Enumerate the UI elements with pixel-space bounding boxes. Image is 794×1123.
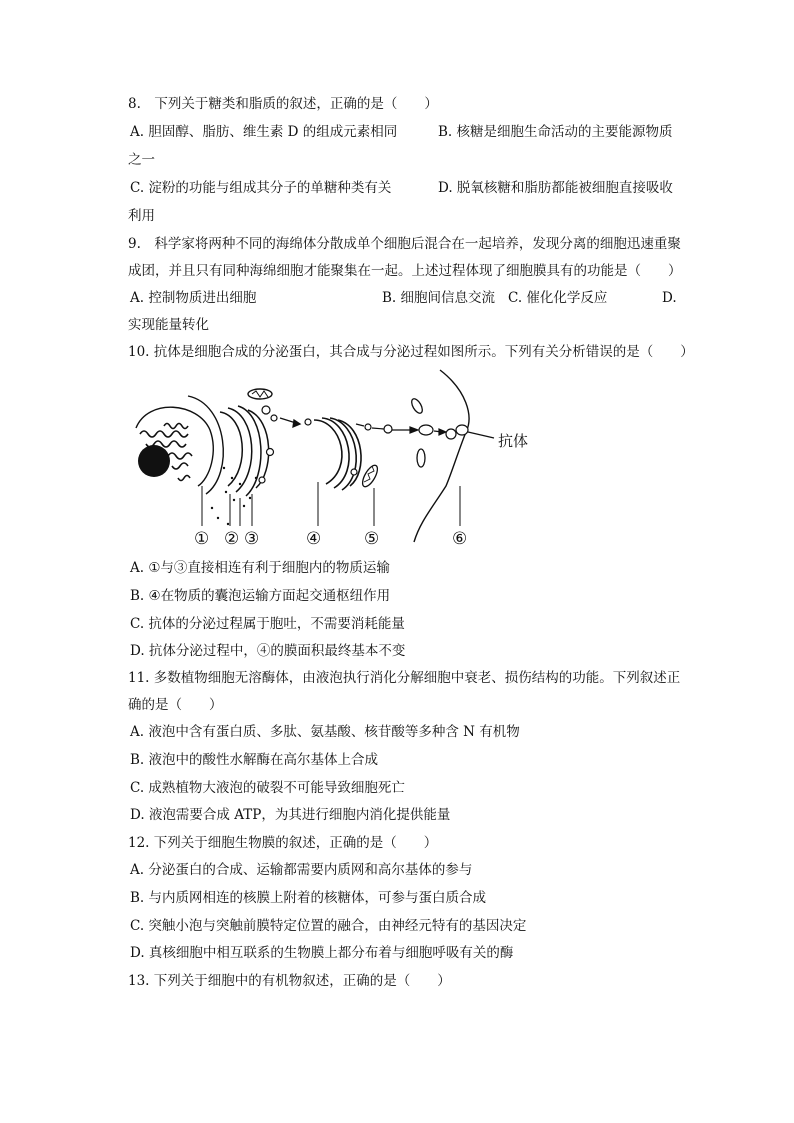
q11-option-d: D. 液泡需要合成 ATP，为其进行细胞内消化提供能量 xyxy=(130,807,451,823)
q8-option-c: C. 淀粉的功能与组成其分子的单糖种类有关 xyxy=(130,180,392,196)
q8-options-row1 xyxy=(130,122,690,142)
q10-stem: 10. 抗体是细胞合成的分泌蛋白，其合成与分泌过程如图所示。下列有关分析错误的是（ ） xyxy=(128,344,694,360)
q12-option-b: B. 与内质网相连的核膜上附着的核糖体，可参与蛋白质合成 xyxy=(130,890,487,906)
q8-option-b: B. 核糖是细胞生命活动的主要能源物质 xyxy=(438,124,673,140)
q9-stem-line1: 9. 科学家将两种不同的海绵体分散成单个细胞后混合在一起培养，发现分离的细胞迅速重聚 xyxy=(128,236,681,252)
mitochondrion-lower-right xyxy=(417,449,425,467)
q11-option-a: A. 液泡中含有蛋白质、多肽、氨基酸、核苷酸等多种含 N 有机物 xyxy=(130,724,520,740)
q9-option-a: A. 控制物质进出细胞 xyxy=(130,290,257,306)
q8-option-d: D. 脱氧核糖和脂肪都能被细胞直接吸收 xyxy=(438,180,673,196)
q13-stem: 13. 下列关于细胞中的有机物叙述，正确的是（ ） xyxy=(128,973,451,989)
q8-option-b-continued: 之一 xyxy=(128,152,155,168)
nucleolus-shape xyxy=(138,445,170,477)
q9-option-b: B. 细胞间信息交流 xyxy=(382,290,496,306)
q11-option-c: C. 成熟植物大液泡的破裂不可能导致细胞死亡 xyxy=(130,780,405,796)
q12-option-d: D. 真核细胞中相互联系的生物膜上都分布着与细胞呼吸有关的酶 xyxy=(130,945,514,961)
q11-stem-line2: 确的是（ ） xyxy=(128,697,223,713)
q10-option-d: D. 抗体分泌过程中，④的膜面积最终基本不变 xyxy=(130,643,406,659)
q10-option-a: A. ①与③直接相连有利于细胞内的物质运输 xyxy=(130,560,390,576)
antibody-label: 抗体 xyxy=(498,432,529,450)
q8-option-a: A. 胆固醇、脂肪、维生素 D 的组成元素相同 xyxy=(130,124,398,140)
figure-label-1: ① xyxy=(194,529,210,548)
q11-stem-line1: 11. 多数植物细胞无溶酶体，由液泡执行消化分解细胞中衰老、损伤结构的功能。下列叙述正 xyxy=(128,670,681,686)
mitochondrion-upper-right xyxy=(410,397,425,415)
figure-label-6: ⑥ xyxy=(452,529,468,548)
q8-options-row2 xyxy=(130,178,690,198)
q10-option-b: B. ④在物质的囊泡运输方面起交通枢纽作用 xyxy=(130,588,391,604)
er-membrane-shape xyxy=(188,396,223,494)
q12-option-c: C. 突触小泡与突触前膜特定位置的融合，由神经元特有的基因决定 xyxy=(130,918,527,934)
q12-stem: 12. 下列关于细胞生物膜的叙述，正确的是（ ） xyxy=(128,835,438,851)
figure-label-5: ⑤ xyxy=(364,529,380,548)
label-leader-lines xyxy=(202,482,460,526)
mitochondrion-center xyxy=(360,463,381,489)
q9-option-c: C. 催化化学反应 xyxy=(508,290,608,306)
golgi-shape xyxy=(314,418,361,490)
figure-label-2: ② xyxy=(224,529,240,548)
figure-label-3: ③ xyxy=(244,529,260,548)
q9-option-d: D. xyxy=(662,290,677,306)
arrows-er-to-golgi xyxy=(280,418,300,427)
q12-option-a: A. 分泌蛋白的合成、运输都需要内质网和高尔基体的参与 xyxy=(130,862,473,878)
ribosome-dots xyxy=(211,467,257,525)
q8-option-d-continued: 利用 xyxy=(128,208,155,224)
q10-option-c: C. 抗体的分泌过程属于胞吐，不需要消耗能量 xyxy=(130,616,405,632)
figure-label-4: ④ xyxy=(306,529,322,548)
secretory-vesicles xyxy=(356,424,456,439)
q9-options-row xyxy=(130,288,690,308)
secretory-pathway-diagram xyxy=(128,368,548,548)
q9-stem-line2: 成团，并且只有同种海绵细胞才能聚集在一起。上述过程体现了细胞膜具有的功能是（ ） xyxy=(128,263,682,279)
q8-stem: 8. 下列关于糖类和脂质的叙述，正确的是（ ） xyxy=(128,96,438,112)
q11-option-b: B. 液泡中的酸性水解酶在高尔基体上合成 xyxy=(130,752,379,768)
q9-option-d-continued: 实现能量转化 xyxy=(128,317,209,333)
